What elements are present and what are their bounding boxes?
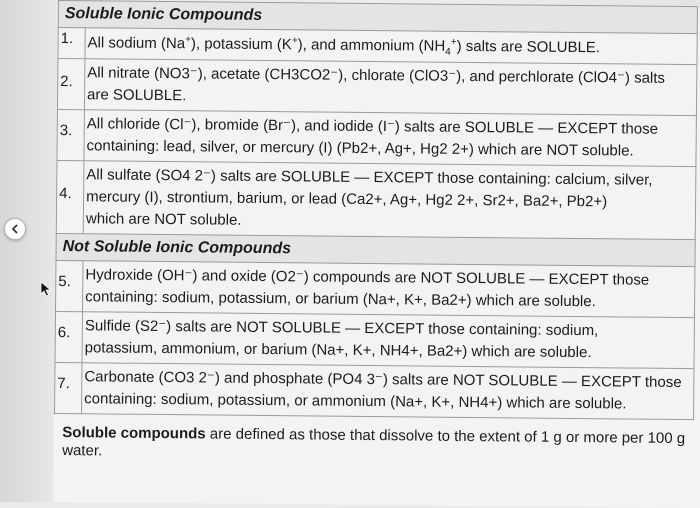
rule-text-1: All sodium (Na+), potassium (K+), and ammonium $(NH_4^+)$ salts are SOLUBLE. — [85, 28, 697, 65]
rule-row-7 — [55, 362, 694, 419]
rule-number: 5. — [56, 260, 83, 311]
rule-row-3 — [57, 109, 696, 166]
solubility-definition-note: Soluble compounds are defined as those that dissolve to the extent of 1 g or more per 100 g water. — [62, 424, 686, 460]
rule-text-2: All nitrate (NO3⁻), acetate (CH3CO2⁻), chlorate (ClO3⁻), and perchlorate (ClO4⁻) salts are SOLUBLE. — [84, 59, 696, 116]
rule-text-3: All chloride (Cl⁻), bromide (Br⁻), and iodide (I⁻) salts are SOLUBLE — EXCEPT those containing: lead, silver, or mercury (I) (Pb2+, Ag+, Hg2 2+) which are NOT soluble. — [84, 110, 696, 167]
mouse-pointer-icon — [40, 281, 54, 297]
note-row — [54, 413, 693, 470]
not-soluble-header: Not Soluble Ionic Compounds — [56, 233, 695, 266]
rule-row-2 — [57, 59, 696, 116]
rule-number: 3. — [57, 109, 84, 160]
rule-text-4: All sulfate (SO4 2⁻) salts are SOLUBLE — EXCEPT those containing: calcium, silver, mercury (I), strontium, barium, or lead (Ca2+, Ag+, Hg2 2+, Sr2+, Ba2+, Pb2+) which are NOT soluble. — [83, 161, 696, 240]
solubility-table — [54, 0, 698, 470]
soluble-header: Soluble Ionic Compounds — [58, 1, 697, 34]
rule-number: 1. — [58, 28, 85, 59]
rule-row-4 — [56, 160, 696, 239]
rule-number: 2. — [57, 59, 84, 110]
rule-number: 7. — [55, 362, 82, 413]
chevron-left-icon[interactable] — [4, 218, 26, 240]
solubility-rules-sheet — [53, 0, 700, 508]
rule-number: 4. — [56, 160, 84, 233]
rule-row-6 — [55, 311, 694, 368]
rule-text-5: Hydroxide (OH⁻) and oxide (O2⁻) compounds are NOT SOLUBLE — EXCEPT those containing: sodium, potassium, or barium (Na+, K+, Ba2+) which are soluble. — [83, 261, 695, 318]
rule-text-7: Carbonate (CO3 2⁻) and phosphate (PO4 3⁻) salts are NOT SOLUBLE — EXCEPT those containing: sodium, potassium, or ammonium (Na+, K+, NH4+) which are soluble. — [82, 363, 694, 420]
rule-text-6: Sulfide (S2⁻) salts are NOT SOLUBLE — EXCEPT those containing: sodium, potassium, ammonium, or barium (Na+, K+, NH4+, Ba2+) which are soluble. — [82, 312, 694, 369]
rule-number: 6. — [55, 311, 82, 362]
rule-row-5 — [56, 260, 695, 317]
